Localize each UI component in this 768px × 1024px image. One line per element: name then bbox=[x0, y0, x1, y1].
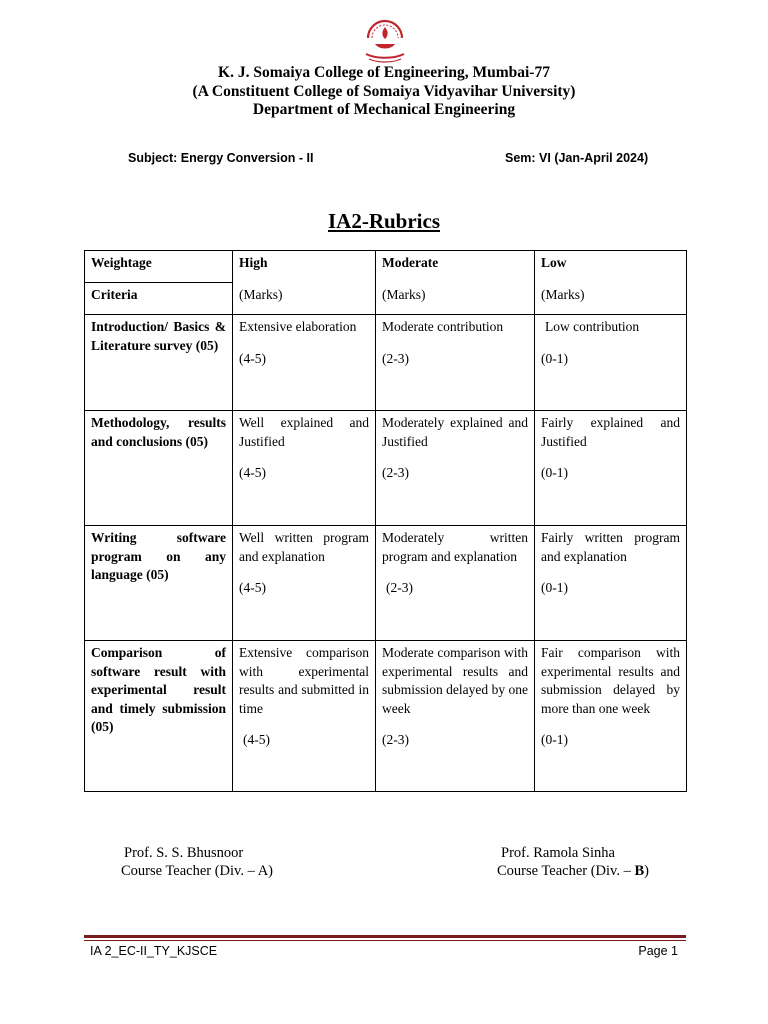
high-marks: (4-5) bbox=[239, 465, 266, 480]
criterion-cell: Methodology, results and conclusions (05) bbox=[85, 411, 233, 526]
high-marks: (4-5) bbox=[239, 580, 266, 595]
low-marks: (0-1) bbox=[541, 465, 568, 480]
low-marks: (0-1) bbox=[541, 580, 568, 595]
teacher-role-suffix: ) bbox=[644, 863, 650, 879]
level-high-header bbox=[233, 251, 376, 315]
moderate-cell bbox=[376, 526, 535, 641]
criterion-cell: Comparison of software result with experimental result and timely submission (05) bbox=[85, 641, 233, 792]
criterion-cell: Writing software program on any language (05) bbox=[85, 526, 233, 641]
weightage-label: Weightage bbox=[85, 251, 233, 283]
low-description: Low contribution bbox=[545, 319, 640, 334]
high-cell bbox=[233, 315, 376, 411]
teacher-signature-a bbox=[121, 844, 273, 880]
low-cell bbox=[535, 411, 687, 526]
high-cell bbox=[233, 641, 376, 792]
university-name: (A Constituent College of Somaiya Vidyavihar University) bbox=[192, 83, 576, 100]
level-moderate-name: Moderate bbox=[382, 255, 439, 270]
criteria-label: Criteria bbox=[85, 283, 233, 315]
page-number: Page 1 bbox=[638, 944, 678, 958]
moderate-cell bbox=[376, 315, 535, 411]
low-marks: (0-1) bbox=[541, 350, 568, 366]
level-low-name: Low bbox=[541, 255, 567, 270]
high-cell bbox=[233, 411, 376, 526]
moderate-description: Moderately explained and Justified bbox=[382, 415, 528, 449]
level-high-name: High bbox=[239, 255, 268, 270]
low-description: Fairly written program and explanation bbox=[541, 530, 680, 564]
table-row bbox=[85, 526, 687, 641]
high-description: Extensive comparison with experimental results and submitted in time bbox=[239, 645, 369, 716]
teacher-signature-b bbox=[497, 844, 649, 880]
teacher-role: Course Teacher (Div. – A) bbox=[121, 863, 273, 879]
moderate-description: Moderate contribution bbox=[382, 319, 504, 334]
moderate-marks: (2-3) bbox=[382, 350, 409, 366]
low-cell bbox=[535, 315, 687, 411]
level-moderate-unit: (Marks) bbox=[382, 286, 426, 302]
level-moderate-header bbox=[376, 251, 535, 315]
level-low-unit: (Marks) bbox=[541, 286, 585, 302]
low-description: Fairly explained and Justified bbox=[541, 415, 680, 449]
moderate-marks: (2-3) bbox=[382, 732, 409, 747]
low-cell bbox=[535, 526, 687, 641]
high-marks: (4-5) bbox=[239, 350, 266, 366]
criterion-cell: Introduction/ Basics & Literature survey (05) bbox=[85, 315, 233, 411]
high-marks: (4-5) bbox=[243, 732, 270, 747]
rubrics-table bbox=[84, 250, 687, 792]
high-cell bbox=[233, 526, 376, 641]
moderate-marks: (2-3) bbox=[382, 465, 409, 480]
moderate-cell bbox=[376, 411, 535, 526]
teacher-division: B bbox=[634, 863, 645, 879]
table-row bbox=[85, 411, 687, 526]
level-high-unit: (Marks) bbox=[239, 286, 283, 302]
level-low-header bbox=[535, 251, 687, 315]
table-header-row-weightage bbox=[85, 251, 687, 283]
teacher-role bbox=[497, 862, 649, 880]
subject-label: Subject: Energy Conversion - II bbox=[128, 151, 314, 165]
teacher-name: Prof. Ramola Sinha bbox=[501, 845, 615, 861]
low-cell bbox=[535, 641, 687, 792]
table-row bbox=[85, 315, 687, 411]
department-name: Department of Mechanical Engineering bbox=[252, 101, 516, 118]
page-title: IA2-Rubrics bbox=[327, 209, 440, 233]
table-row bbox=[85, 641, 687, 792]
moderate-description: Moderately written program and explanation bbox=[382, 530, 528, 564]
low-marks: (0-1) bbox=[541, 732, 568, 747]
teacher-role-prefix: Course Teacher (Div. – bbox=[497, 863, 635, 879]
low-description: Fair comparison with experimental results and submission delayed by more than one week bbox=[541, 645, 680, 716]
somaiya-logo-icon bbox=[358, 14, 412, 64]
moderate-description: Moderate comparison with experimental results and submission delayed by one week bbox=[382, 645, 528, 716]
teacher-name: Prof. S. S. Bhusnoor bbox=[124, 845, 244, 861]
semester-label: Sem: VI (Jan-April 2024) bbox=[505, 151, 649, 165]
moderate-marks: (2-3) bbox=[386, 580, 413, 595]
document-code: IA 2_EC-II_TY_KJSCE bbox=[90, 944, 218, 958]
footer-divider bbox=[84, 935, 686, 941]
moderate-cell bbox=[376, 641, 535, 792]
high-description: Well explained and Justified bbox=[239, 415, 369, 449]
high-description: Extensive elaboration bbox=[239, 319, 357, 334]
high-description: Well written program and explanation bbox=[239, 530, 369, 564]
college-name: K. J. Somaiya College of Engineering, Mumbai-77 bbox=[218, 64, 550, 81]
